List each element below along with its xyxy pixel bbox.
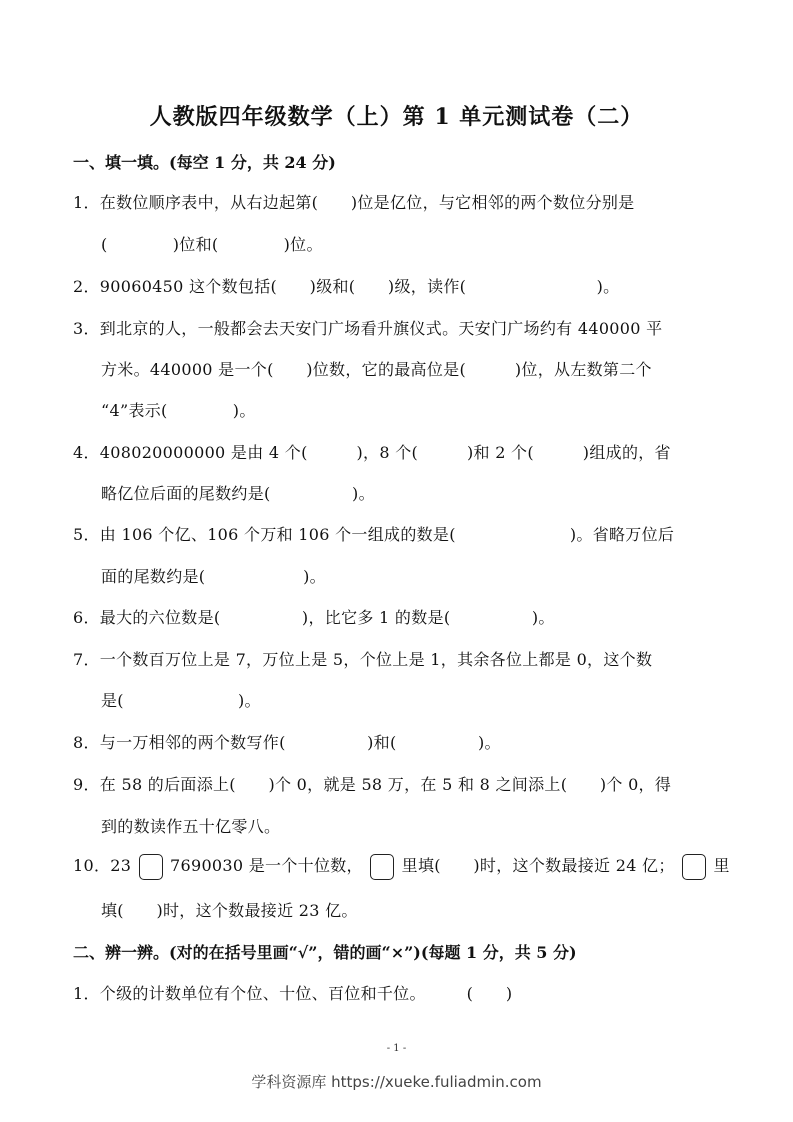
question-7-line-1: 7．一个数百万位上是 7，万位上是 5，个位上是 1，其余各位上都是 0，这个数 — [73, 650, 653, 669]
question-9-line-1: 9．在 58 的后面添上( )个 0，就是 58 万，在 5 和 8 之间添上( )个 0，得 — [73, 775, 672, 794]
question-10-text-b: 里填( )时，这个数最接近 24 亿； — [401, 856, 675, 875]
question-4-line-2: 略亿位后面的尾数约是( )。 — [101, 484, 375, 503]
footer-source: 学科资源库 https://xueke.fuliadmin.com — [251, 1073, 542, 1091]
question-10-line-1 — [73, 853, 730, 880]
section-heading-true-false: 二、辨一辨。(对的在括号里画“√”，错的画“×”)(每题 1 分，共 5 分) — [73, 943, 577, 962]
page-number: - 1 - — [386, 1043, 407, 1054]
question-8-line-1: 8．与一万相邻的两个数写作( )和( )。 — [73, 733, 501, 752]
question-3-line-1: 3．到北京的人，一般都会去天安门广场看升旗仪式。天安门广场约有 440000 平 — [73, 319, 663, 338]
question-2-line-1: 2．90060450 这个数包括( )级和( )级，读作( )。 — [73, 277, 620, 296]
question-5-line-1: 5．由 106 个亿、106 个万和 106 个一组成的数是( )。省略万位后 — [73, 525, 675, 544]
question-9-line-2: 到的数读作五十亿零八。 — [101, 817, 281, 836]
question-10-text-c: 里 — [713, 856, 730, 875]
question-3-line-2: 方米。440000 是一个( )位数，它的最高位是( )位，从左数第二个 — [101, 360, 652, 379]
question-10-prefix: 10．23 — [73, 856, 132, 875]
answer-box[interactable] — [139, 854, 163, 880]
question-7-line-2: 是( )。 — [101, 691, 261, 710]
question-10-text-a: 7690030 是一个十位数， — [170, 856, 363, 875]
question-3-line-3: “4”表示( )。 — [101, 401, 256, 420]
answer-box[interactable] — [370, 854, 394, 880]
section-2-question-1: 1．个级的计数单位有个位、十位、百位和千位。 ( ) — [73, 984, 513, 1003]
question-4-line-1: 4．408020000000 是由 4 个( )，8 个( )和 2 个( )组成的，省 — [73, 443, 671, 462]
question-1-line-2: ( )位和( )位。 — [101, 235, 323, 254]
question-6-line-1: 6．最大的六位数是( )，比它多 1 的数是( )。 — [73, 608, 555, 627]
question-5-line-2: 面的尾数约是( )。 — [101, 567, 326, 586]
page-title: 人教版四年级数学（上）第 1 单元测试卷（二） — [149, 104, 644, 130]
section-heading-fill-in: 一、填一填。(每空 1 分，共 24 分) — [73, 153, 336, 172]
answer-box[interactable] — [682, 854, 706, 880]
question-1-line-1: 1．在数位顺序表中，从右边起第( )位是亿位，与它相邻的两个数位分别是 — [73, 193, 635, 212]
question-10-line-2: 填( )时，这个数最接近 23 亿。 — [101, 901, 358, 920]
